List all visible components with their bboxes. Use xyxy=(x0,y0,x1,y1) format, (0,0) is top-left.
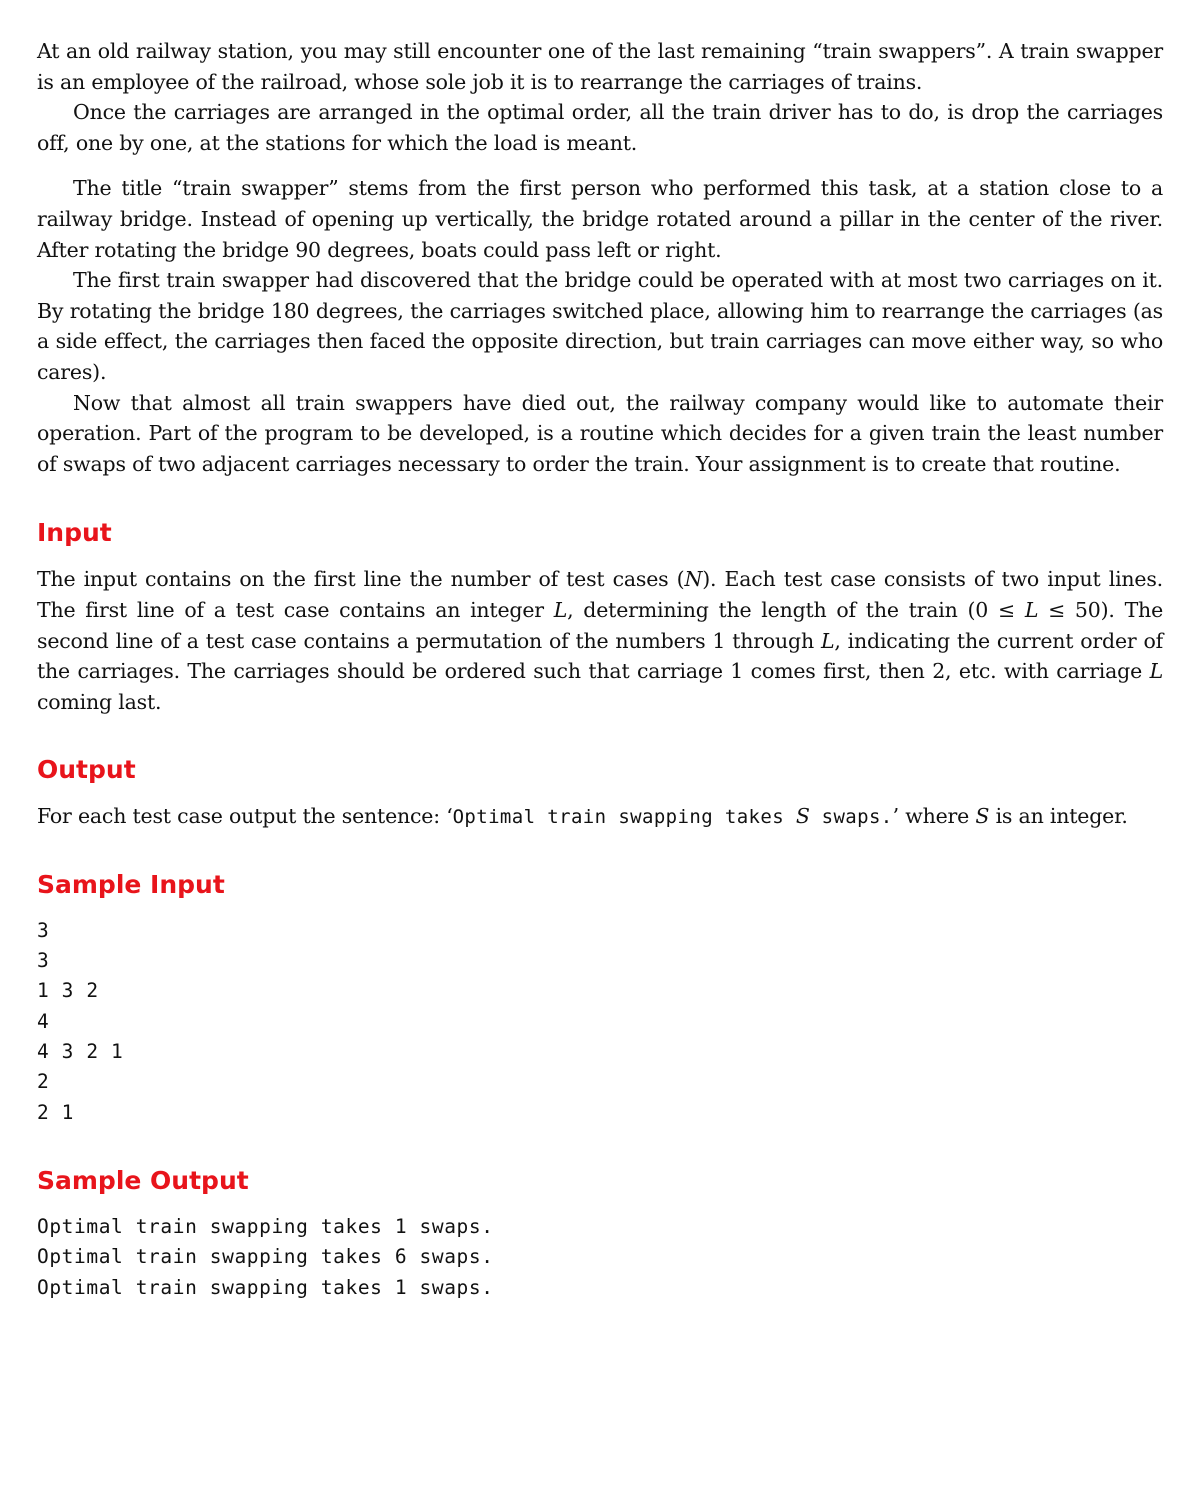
output-format-code-2: swaps. xyxy=(809,806,893,829)
sample-input-block: 3 3 1 3 2 4 4 3 2 1 2 2 1 xyxy=(37,918,124,1124)
sample-input-heading: Sample Input xyxy=(37,869,225,899)
input-heading: Input xyxy=(37,518,112,548)
var-l: L xyxy=(820,628,835,653)
var-l: L xyxy=(553,597,568,622)
output-text-1: For each test case output the sentence: ‘ xyxy=(37,804,453,829)
intro-paragraph-5: Now that almost all train swappers have died out, the railway company would like to automate their operation. Part of the program to be developed, is a routine which decides for a given train the least number of swaps of two adjacent carriages necessary to order the train. Your assignment is to create that routine. xyxy=(37,390,1163,476)
var-s: S xyxy=(975,804,990,829)
var-s: S xyxy=(795,804,810,829)
intro-paragraph-3: The title “train swapper” stems from the first person who performed this task, at a station close to a railway bridge. Instead of opening up vertically, the bridge rotated around a pillar in the center of the river. After rotating the bridge 90 degrees, boats could pass left or right. xyxy=(37,176,1163,262)
input-text-5: , indicating the current order of the carriages. The carriages should be ordered such that carriage 1 comes first, then 2, etc. with carriage xyxy=(37,628,1163,684)
output-text-3: is an integer. xyxy=(989,804,1128,829)
output-heading: Output xyxy=(37,755,136,785)
var-l: L xyxy=(1024,597,1039,622)
sample-output-block: Optimal train swapping takes 1 swaps. Optimal train swapping takes 6 swaps. Optimal train swapping takes 1 swaps. xyxy=(37,1214,494,1299)
problem-statement xyxy=(37,36,1163,1303)
input-text-2: ). Each test case consists of two input lines. The first line of a test case contains an integer xyxy=(37,567,1163,622)
input-text-1: The input contains on the first line the number of test cases ( xyxy=(37,567,685,592)
output-text-2: ’ where xyxy=(892,804,976,829)
input-text-3: , determining the length of the train (0 ≤ xyxy=(567,597,1025,622)
sample-output-heading: Sample Output xyxy=(37,1165,249,1195)
input-text-4: ≤ 50). The second line of a test case contains a permutation of the numbers 1 through xyxy=(37,597,1163,653)
output-format-code-1: Optimal train swapping takes xyxy=(452,806,796,829)
output-description xyxy=(37,801,1163,833)
var-n: N xyxy=(684,567,703,592)
input-text-6: coming last. xyxy=(37,689,162,714)
intro-paragraph-1: At an old railway station, you may still encounter one of the last remaining “train swappers”. A train swapper is an employee of the railroad, whose sole job it is to rearrange the carriages of trains. xyxy=(37,39,1163,94)
input-description xyxy=(37,564,1163,717)
intro-paragraph-4: The first train swapper had discovered that the bridge could be operated with at most two carriages on it. By rotating the bridge 180 degrees, the carriages switched place, allowing him to rearrange the carriages (as a side effect, the carriages then faced the opposite direction, but train carriages can move either way, so who cares). xyxy=(37,268,1163,384)
intro-paragraph-2: Once the carriages are arranged in the optimal order, all the train driver has to do, is drop the carriages off, one by one, at the stations for which the load is meant. xyxy=(37,100,1163,155)
var-l: L xyxy=(1149,659,1163,684)
